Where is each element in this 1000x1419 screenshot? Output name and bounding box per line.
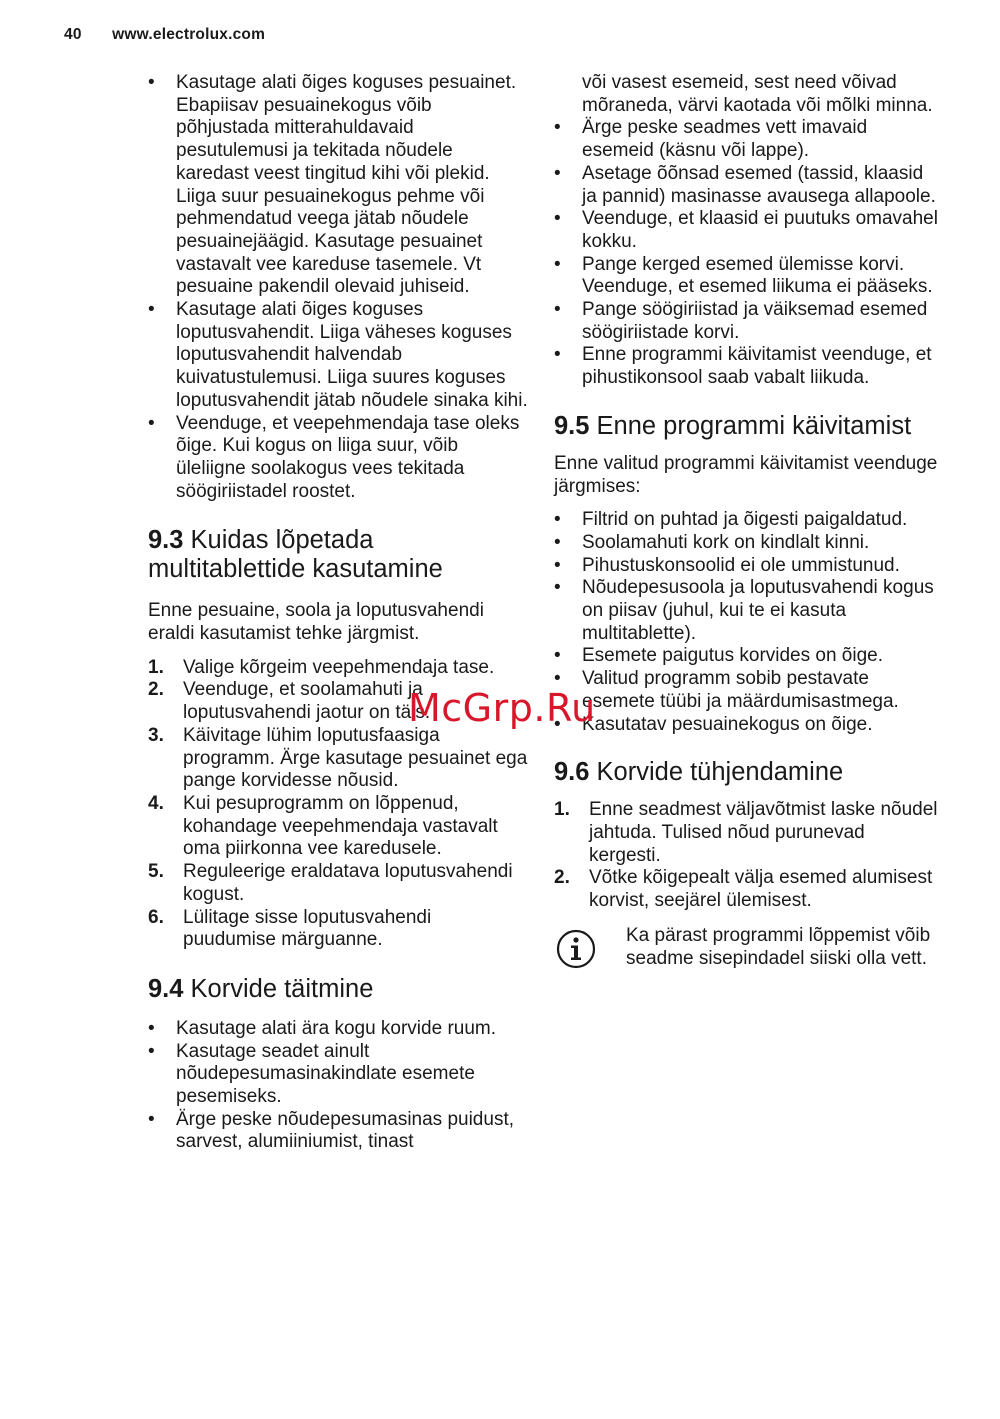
list-item: • Filtrid on puhtad ja õigesti paigaldatud.: [554, 509, 939, 532]
section-title: Korvide täitmine: [190, 974, 374, 1003]
list-item: • Kasutage alati õiges koguses pesuainet. Ebapiisav pesuainekogus võib põhjustada mitterahuldavaid pesutulemusi ja tekitada nõudele karedast veest tingitud kihi või plekid. Liiga suur pesuainekogus pehme või pehmendatud veega jätab nõudele pesuainejäägid. Kasutage pesuainet vastavalt vee kareduse tasemele. Vt pesuaine pakendil olevaid juhiseid.: [148, 72, 528, 299]
list-item: • Pange söögiriistad ja väiksemad esemed söögiriistade korvi.: [554, 299, 939, 344]
section-heading-9-4: [148, 975, 528, 1004]
detergent-bullets: [148, 72, 528, 503]
section-intro: Enne valitud programmi käivitamist veenduge järgmises:: [554, 452, 938, 497]
list-item: • Pange kerged esemed ülemisse korvi. Veenduge, et esemed liikuma ei pääseks.: [554, 254, 939, 299]
section-title: Korvide tühjendamine: [596, 758, 844, 787]
list-item: • Kasutage alati õiges koguses loputusvahendit. Liiga väheses koguses loputusvahendit halvendab kuivatustulemusi. Liiga suures koguses loputusvahendit jätab nõudele sinaka kihi.: [148, 299, 528, 413]
step-item: 1. Valige kõrgeim veepehmendaja tase.: [148, 656, 495, 678]
info-icon: [556, 929, 596, 969]
steps-list: [554, 799, 939, 913]
list-item: • Veenduge, et veepehmendaja tase oleks õige. Kui kogus on liiga suur, võib üleliigne soolakogus vees tekitada söögiriistadel roostet.: [148, 413, 528, 504]
list-item: • Soolamahuti kork on kindlalt kinni.: [554, 532, 939, 555]
site-url[interactable]: www.electrolux.com: [112, 26, 266, 43]
section-number: 9.6: [554, 758, 590, 787]
list-item: • Ärge peske nõudepesumasinas puidust, sarvest, alumiiniumist, tinast: [148, 1109, 528, 1154]
step-item: 2. Veenduge, et soolamahuti ja loputusvahendi jaotur on täis.: [148, 679, 431, 724]
checklist: [554, 509, 939, 736]
list-item: • Esemete paigutus korvides on õige.: [554, 645, 939, 668]
list-item: • Kasutage alati ära kogu korvide ruum.: [148, 1018, 528, 1041]
section-number: 9.3: [148, 526, 184, 555]
section-title: Kuidas lõpetada multitablettide kasutamine: [148, 526, 443, 584]
section-heading-9-3: [148, 526, 528, 584]
section-heading-9-5: [554, 412, 939, 441]
step-item: 4. Kui pesuprogramm on lõppenud, kohandage veepehmendaja vastavalt oma piirkonna vee karedusele.: [148, 792, 498, 860]
step-item: 3. Käivitage lühim loputusfaasiga programm. Ärge kasutage pesuainet ega pange korvidesse nõusid.: [148, 724, 528, 792]
section-intro: Enne pesuaine, soola ja loputusvahendi eraldi kasutamist tehke järgmist.: [148, 600, 484, 645]
watermark: McGrp.Ru: [408, 686, 596, 730]
list-item: • Kasutatav pesuainekogus on õige.: [554, 714, 939, 737]
section-number: 9.4: [148, 974, 184, 1003]
step-item: 1. Enne seadmest väljavõtmist laske nõudel jahtuda. Tulised nõud purunevad kergesti.: [554, 799, 938, 866]
step-item: 2. Võtke kõigepealt välja esemed alumisest korvist, seejärel ülemisest.: [554, 867, 933, 912]
list-item: • Kasutage seadet ainult nõudepesumasinakindlate esemete pesemiseks.: [148, 1041, 528, 1109]
step-item: 5. Reguleerige eraldatava loputusvahendi kogust.: [148, 861, 513, 905]
section-heading-9-6: [554, 758, 939, 787]
list-item: • Valitud programm sobib pestavate esemete tüübi ja määrdumisastmega.: [554, 668, 939, 713]
list-item: • Pihustuskonsoolid ei ole ummistunud.: [554, 555, 939, 578]
list-item: • Veenduge, et klaasid ei puutuks omavahel kokku.: [554, 208, 939, 253]
section-title: Enne programmi käivitamist: [596, 411, 912, 440]
page-number: 40: [64, 26, 82, 43]
loading-bullets-continued: [554, 117, 939, 389]
list-item: • Nõudepesusoola ja loputusvahendi kogus on piisav (juhul, kui te ei kasuta multitablette).: [554, 577, 939, 645]
section-number: 9.5: [554, 411, 590, 440]
list-item: • Enne programmi käivitamist veenduge, et pihustikonsool saab vabalt liikuda.: [554, 344, 939, 389]
page-header: [64, 26, 265, 44]
note-text: Ka pärast programmi lõppemist võib seadme sisepindadel siiski olla vett.: [626, 924, 931, 969]
loading-bullets: [148, 1018, 528, 1154]
continued-text: või vasest esemeid, sest need võivad mõraneda, värvi kaotada või mõlki minna.: [582, 72, 933, 116]
list-item: • Asetage õõnsad esemed (tassid, klaasid ja pannid) masinasse avausega allapoole.: [554, 163, 939, 208]
left-column: [148, 72, 528, 1154]
right-column: [554, 72, 939, 970]
list-item: • Ärge peske seadmes vett imavaid esemeid (käsnu või lappe).: [554, 117, 939, 162]
info-note: [554, 925, 939, 970]
step-item: 6. Lülitage sisse loputusvahendi puudumise märguanne.: [148, 906, 432, 951]
